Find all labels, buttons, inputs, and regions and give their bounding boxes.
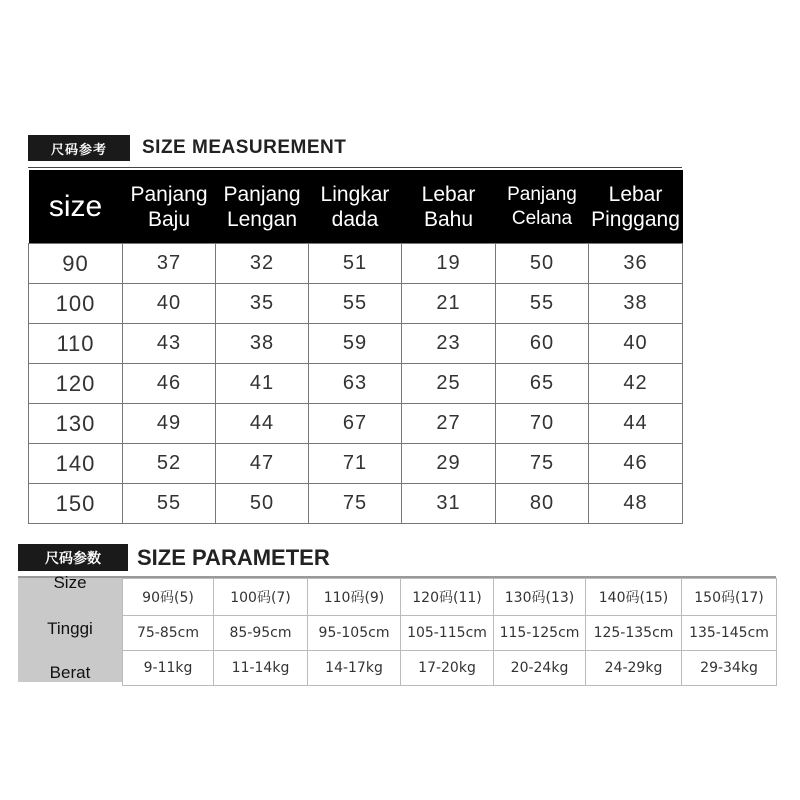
cell-value: 55 [496,284,589,324]
size-parameter-tag: 尺码参数 [18,544,128,571]
weight-cell: 9-11kg [123,651,214,686]
row-label-size: Size [53,573,87,592]
table-row [29,244,683,284]
size-measurement-title: SIZE MEASUREMENT [142,137,347,158]
cell-value: 75 [496,444,589,484]
table-row [29,484,683,524]
cell-size: 110 [29,324,123,364]
row-label-berat: Berat [49,663,91,682]
weight-cell: 11-14kg [214,651,308,686]
table-row [29,404,683,444]
height-cell: 135-145cm [682,616,777,651]
cell-value: 52 [123,444,216,484]
cell-value: 55 [309,284,402,324]
size-reference-tag: 尺码参考 [28,135,130,161]
cell-value: 43 [123,324,216,364]
cell-value: 27 [402,404,496,444]
cell-value: 49 [123,404,216,444]
weight-cell: 14-17kg [308,651,401,686]
table-row [29,444,683,484]
cell-size: 120 [29,364,123,404]
header-size: size [29,170,123,244]
table-header-row [29,170,683,244]
cell-value: 32 [216,244,309,284]
cell-value: 71 [309,444,402,484]
cell-size: 150 [29,484,123,524]
cell-size: 90 [29,244,123,284]
header-panjang-celana: Panjang Celana [496,170,589,244]
header-panjang-lengan: Panjang Lengan [216,170,309,244]
row-label-tinggi: Tinggi [47,619,93,638]
table-row [29,364,683,404]
table-row [29,324,683,364]
cell-value: 70 [496,404,589,444]
cell-value: 40 [589,324,683,364]
size-cell: 140码(15) [586,579,682,616]
cell-value: 80 [496,484,589,524]
cell-value: 50 [216,484,309,524]
cell-value: 21 [402,284,496,324]
row-label-column [18,573,122,682]
size-parameter-title: SIZE PARAMETER [137,544,330,570]
height-cell: 85-95cm [214,616,308,651]
header-lebar-bahu: Lebar Bahu [402,170,496,244]
size-parameter-grid [122,578,777,686]
cell-size: 140 [29,444,123,484]
size-parameter-table [18,573,776,682]
size-measurement-header [28,135,346,161]
cell-value: 46 [589,444,683,484]
cell-value: 55 [123,484,216,524]
size-cell: 110码(9) [308,579,401,616]
cell-value: 23 [402,324,496,364]
cell-size: 100 [29,284,123,324]
size-cell: 120码(11) [401,579,494,616]
cell-value: 41 [216,364,309,404]
table-row-tinggi [123,616,777,651]
cell-value: 38 [589,284,683,324]
cell-value: 48 [589,484,683,524]
cell-value: 46 [123,364,216,404]
size-cell: 130码(13) [494,579,586,616]
header-lingkar-dada: Lingkar dada [309,170,402,244]
cell-value: 38 [216,324,309,364]
cell-value: 75 [309,484,402,524]
cell-value: 25 [402,364,496,404]
cell-value: 47 [216,444,309,484]
table-row-berat [123,651,777,686]
header-divider [28,167,682,168]
cell-value: 44 [216,404,309,444]
cell-value: 67 [309,404,402,444]
table-row-size [123,579,777,616]
cell-value: 59 [309,324,402,364]
size-parameter-header [18,544,330,571]
cell-value: 51 [309,244,402,284]
cell-value: 63 [309,364,402,404]
cell-value: 42 [589,364,683,404]
cell-value: 65 [496,364,589,404]
cell-value: 40 [123,284,216,324]
size-measurement-table [28,170,683,524]
cell-value: 37 [123,244,216,284]
size-cell: 100码(7) [214,579,308,616]
height-cell: 125-135cm [586,616,682,651]
cell-value: 19 [402,244,496,284]
height-cell: 75-85cm [123,616,214,651]
weight-cell: 17-20kg [401,651,494,686]
cell-size: 130 [29,404,123,444]
cell-value: 60 [496,324,589,364]
header-lebar-pinggang: Lebar Pinggang [589,170,683,244]
height-cell: 105-115cm [401,616,494,651]
height-cell: 95-105cm [308,616,401,651]
cell-value: 29 [402,444,496,484]
cell-value: 50 [496,244,589,284]
size-cell: 90码(5) [123,579,214,616]
height-cell: 115-125cm [494,616,586,651]
cell-value: 36 [589,244,683,284]
weight-cell: 29-34kg [682,651,777,686]
cell-value: 31 [402,484,496,524]
weight-cell: 20-24kg [494,651,586,686]
size-cell: 150码(17) [682,579,777,616]
header-panjang-baju: Panjang Baju [123,170,216,244]
cell-value: 44 [589,404,683,444]
weight-cell: 24-29kg [586,651,682,686]
cell-value: 35 [216,284,309,324]
table-row [29,284,683,324]
